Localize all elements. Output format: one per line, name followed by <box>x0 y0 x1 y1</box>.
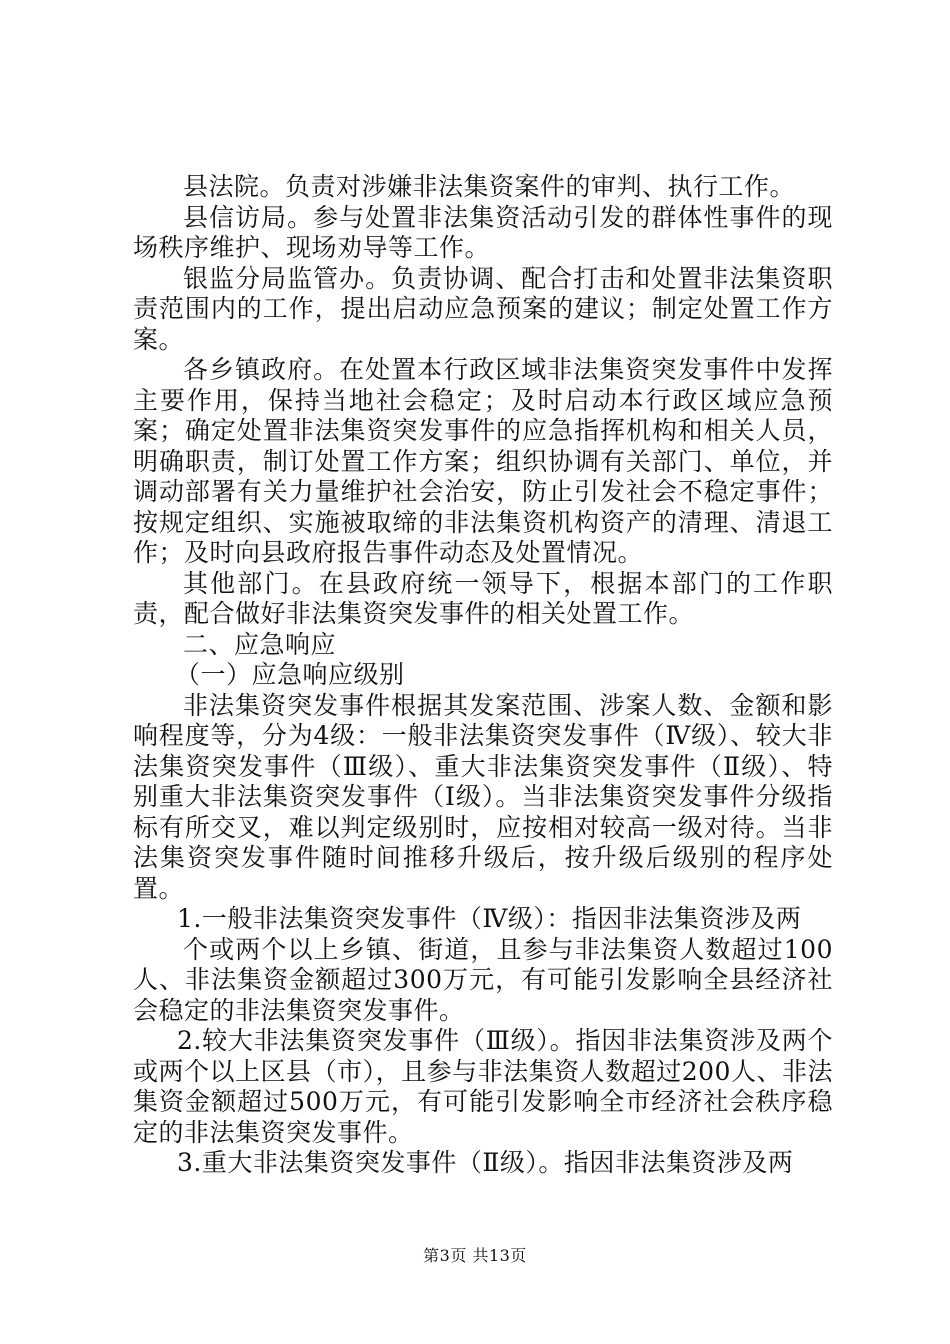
paragraph-other-departments: 其他部门。在县政府统一领导下，根据本部门的工作职责，配合做好非法集资突发事件的相关处置工作。 <box>133 568 833 628</box>
list-item-level-2: 3.重大非法集资突发事件（Ⅱ级）。指因非法集资涉及两 <box>177 1148 794 1177</box>
document-body <box>133 172 833 1179</box>
paragraph-level-classification: 非法集资突发事件根据其发案范围、涉案人数、金额和影响程度等，分为4级：一般非法集资突发事件（Ⅳ级）、较大非法集资突发事件（Ⅲ级）、重大非法集资突发事件（Ⅱ级）、特别重大非法集资突发事件（Ⅰ级）。当非法集资突发事件分级指标有所交叉，难以判定级别时，应按相对较高一级对待。当非法集资突发事件随时间推移升级后，按升级后级别的程序处置。 <box>133 690 833 903</box>
list-item-level-4: 1.一般非法集资突发事件（Ⅳ级）：指因非法集资涉及两 <box>177 904 802 933</box>
section-heading-emergency-response: 二、应急响应 <box>183 629 337 659</box>
paragraph-county-court: 县法院。负责对涉嫌非法集资案件的审判、执行工作。 <box>183 172 796 201</box>
paragraph-petition-bureau: 县信访局。参与处置非法集资活动引发的群体性事件的现场秩序维护、现场劝导等工作。 <box>133 202 833 262</box>
subsection-heading-response-levels: （一）应急响应级别 <box>175 660 405 689</box>
list-item-level-3: 2.较大非法集资突发事件（Ⅲ级）。指因非法集资涉及两个或两个以上区县（市），且参与非法集资人数超过200人、非法集资金额超过500万元，有可能引发影响全市经济社会秩序稳定的非法集资突发事件。 <box>133 1026 833 1147</box>
paragraph-township-governments: 各乡镇政府。在处置本行政区域非法集资突发事件中发挥主要作用，保持当地社会稳定；及时启动本行政区域应急预案；确定处置非法集资突发事件的应急指挥机构和相关人员，明确职责，制订处置工作方案；组织协调有关部门、单位，并调动部署有关力量维护社会治安，防止引发社会不稳定事件；按规定组织、实施被取缔的非法集资机构资产的清理、清退工作；及时向县政府报告事件动态及处置情况。 <box>133 355 833 567</box>
list-item-level-4-continued: 个或两个以上乡镇、街道，且参与非法集资人数超过100人、非法集资金额超过300万元，有可能引发影响全县经济社会稳定的非法集资突发事件。 <box>133 934 833 1025</box>
page-number-footer: 第3页 共13页 <box>423 1246 527 1265</box>
paragraph-banking-regulator: 银监分局监管办。负责协调、配合打击和处置非法集资职责范围内的工作，提出启动应急预案的建议；制定处置工作方案。 <box>133 263 833 354</box>
